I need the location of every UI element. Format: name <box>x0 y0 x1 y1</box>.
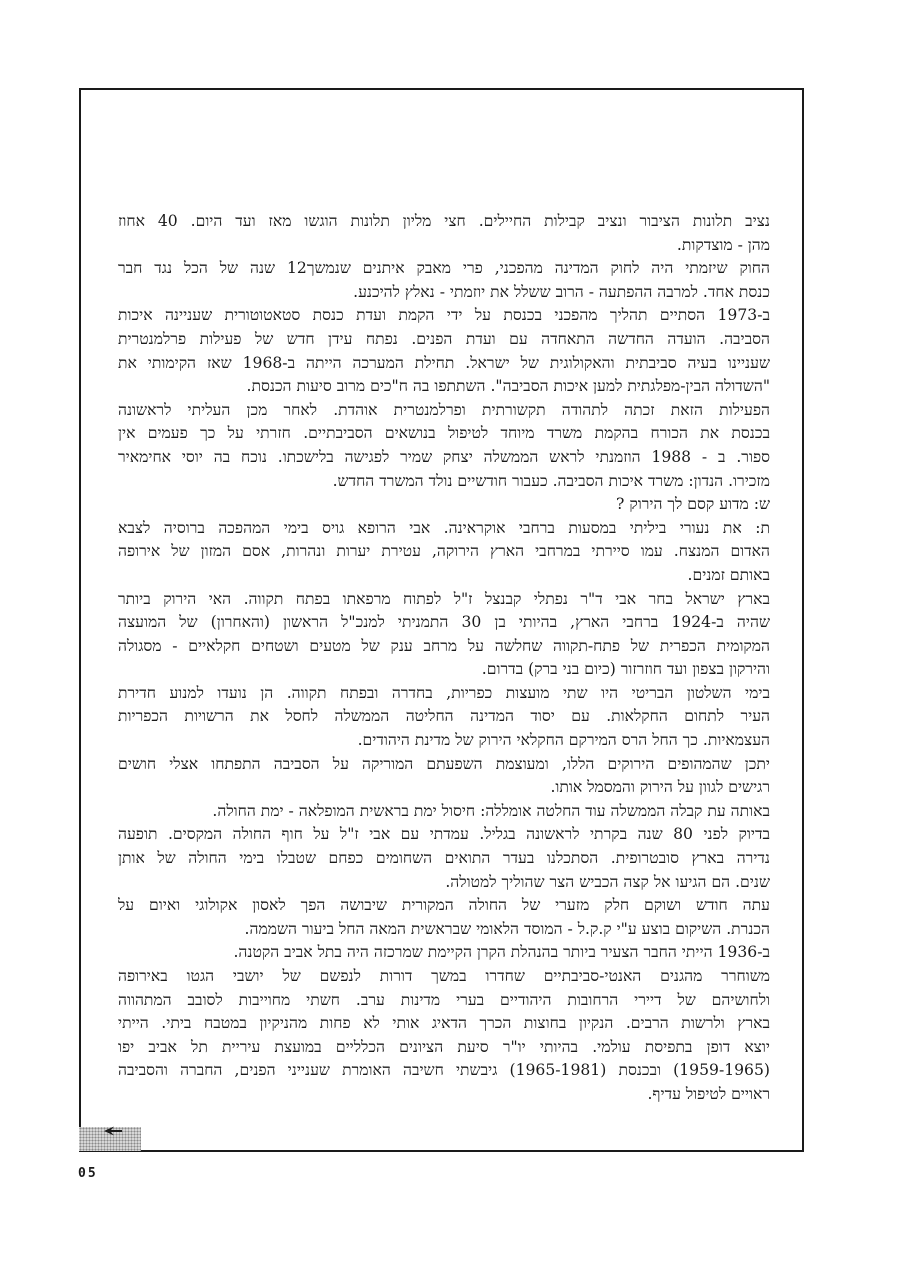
text-line: ולחושיהם של דיירי הרחובות היהודיים בערי מדינות ערב. חשתי מחוייבות לסובב המתהווה <box>118 990 770 1009</box>
left-arrow-icon <box>104 1126 122 1136</box>
text-line: יוצא דופן בתפיסת עולמי. בהיותי יו"ר סיעת הציונים הכלליים במועצת עיריית תל אביב יפו <box>118 1037 770 1056</box>
text-line: ת: את נעורי ביליתי במסעות ברחבי אוקראינה. אבי הרופא גויס בימי המהפכה ברוסיה לצבא <box>118 518 770 537</box>
text-line: ב-1973 הסתיים תהליך מהפכני בכנסת על ידי הקמת ועדת כנסת סטאטוטורית שעניינה איכות <box>118 306 770 325</box>
text-line: בדיוק לפני 80 שנה בקרתי לראשונה בגליל. עמדתי עם אבי ז"ל על חוף החולה המקסים. תופעה <box>118 825 770 844</box>
text-line: החוק שיזמתי היה לחוק המדינה מהפכני, פרי מאבק איתנים שנמשך12 שנה של הכל נגד חבר <box>118 259 770 278</box>
text-line: בארץ ישראל בחר אבי ד"ר נפתלי קבנצל ז"ל לפתוח מרפאתו בפתח תקווה. האי הירוק ביותר <box>118 589 770 608</box>
text-line: ש: מדוע קסם לך הירוק ? <box>616 495 770 514</box>
text-line: שהיה ב-1924 ברחבי הארץ, בהיותי בן 30 התמניתי למנכ"ל הראשון (והאחרון) של המועצה <box>118 613 770 632</box>
text-line: בארץ ולרשות הרבים. הנקיון בחוצות הכרך הדאיג אותי לא פחות מהניקיון במטבח ביתי. הייתי <box>118 1014 770 1033</box>
text-line: עתה חודש ושוקם חלק מזערי של החולה המקורית שיבושה הפך לאסון אקולוגי ואיום על <box>118 896 770 915</box>
text-line: שנים. הם הגיעו אל קצה הכביש הצר שהוליך למטולה. <box>445 872 770 891</box>
text-line: באותה עת קבלה הממשלה עוד החלטה אומללה: חיסול ימת בראשית המופלאה - ימת החולה. <box>212 801 770 820</box>
text-line: בכנסת את הכורח בהקמת משרד מיוחד לטיפול בנושאים הסביבתיים. חזרתי על כך פעמים אין <box>118 424 770 443</box>
text-line: נציב תלונות הציבור ונציב קבילות החיילים. חצי מליון תלונות הוגשו מאז ועד היום. 40 אחוז <box>118 212 770 230</box>
text-line: ראויים לטיפול עדיף. <box>647 1084 770 1103</box>
text-line: ב-1936 הייתי החבר הצעיר ביותר בהנהלת הקרן הקיימת שמרכזה היה בתל אביב הקטנה. <box>233 943 770 962</box>
text-line: ספור. ב - 1988 הוזמנתי לראש הממשלה יצחק שמיר לפגישה בלישכתו. נוכח בה יוסי אחימאיר <box>118 447 770 466</box>
text-line: מזכירו. הנדון: משרד איכות הסביבה. כעבור חודשיים נולד המשרד החדש. <box>332 471 770 490</box>
text-line: באותם זמנים. <box>687 565 770 584</box>
text-line: שעניינו בעיה סביבתית והאקולוגית של ישראל. תחילת המערכה הייתה ב-1968 שאז הקימותי את <box>118 353 770 372</box>
text-line: "השדולה הבין-מפלגתית למען איכות הסביבה". השתתפו בה ח"כים מרוב סיעות הכנסת. <box>246 377 770 396</box>
text-line: (1959-1965) ובכנסת (1965-1981) גיבשתי חשיבה האומרת שענייני הפנים, החברה והסביבה <box>118 1061 770 1080</box>
text-line: העצמאיות. כך החל הרס המירקם החקלאי הירוק של מדינת היהודים. <box>357 731 770 750</box>
text-line: נדירה בארץ סובטרופית. הסתכלנו בעדר התואים השחומים כפחם שטבלו בימי החולה של אותן <box>118 849 770 868</box>
text-line: המקומית הכפרית של פתח-תקווה שחלשה על מרחב ענק של מטעים ושטחים חקלאיים - מסגולה <box>118 636 770 655</box>
text-line: רגישים לגוון על הירוק והמסמל אותו. <box>550 778 770 797</box>
text-line: והירקון בצפון ועד חוזרזור (כיום בני ברק) בדרום. <box>481 660 770 679</box>
text-line: מהן - מוצדקות. <box>676 235 770 254</box>
body-text <box>118 210 770 1107</box>
text-line: משוחרר מהגנים האנטי-סביבתיים שחדרו במשך דורות לנפשם של יושבי הגטו באירופה <box>118 967 770 985</box>
text-line: האדום המנצח. עמו סיירתי במרחבי הארץ הירוקה, עטירת יערות ונהרות, אסם המזון של אירופה <box>118 542 770 561</box>
text-line: הפעילות הזאת זכתה לתהודה תקשורתית ופרלמנטרית אוהדת. לאחר מכן העליתי לראשונה <box>118 400 770 419</box>
text-line: הכנרת. השיקום בוצע ע"י ק.ק.ל - המוסד הלאומי שבראשית המאה החל ביעור השממה. <box>244 919 770 938</box>
text-line: יתכן שהמהופים הירוקים הללו, ומעוצמת השפעתם המוריקה על הסביבה התפתחו אצלי חושים <box>118 754 770 773</box>
text-line: העיר לתחום החקלאות. עם יסוד המדינה החליטה הממשלה לחסל את הרשויות הכפריות <box>118 707 770 726</box>
page-number: 05 <box>78 1166 98 1181</box>
text-line: בימי השלטון הבריטי היו שתי מועצות כפריות, בחדרה ובפתח תקווה. הן נועדו למנוע חדירת <box>118 683 770 702</box>
text-line: כנסת אחד. למרבה ההפתעה - הרוב ששלל את יוזמתי - נאלץ להיכנע. <box>353 282 770 301</box>
text-line: הסביבה. הועדה החדשה התאחדה עם ועדת הפנים. נפתח עידן חדש של פעילות פרלמנטרית <box>118 329 770 348</box>
